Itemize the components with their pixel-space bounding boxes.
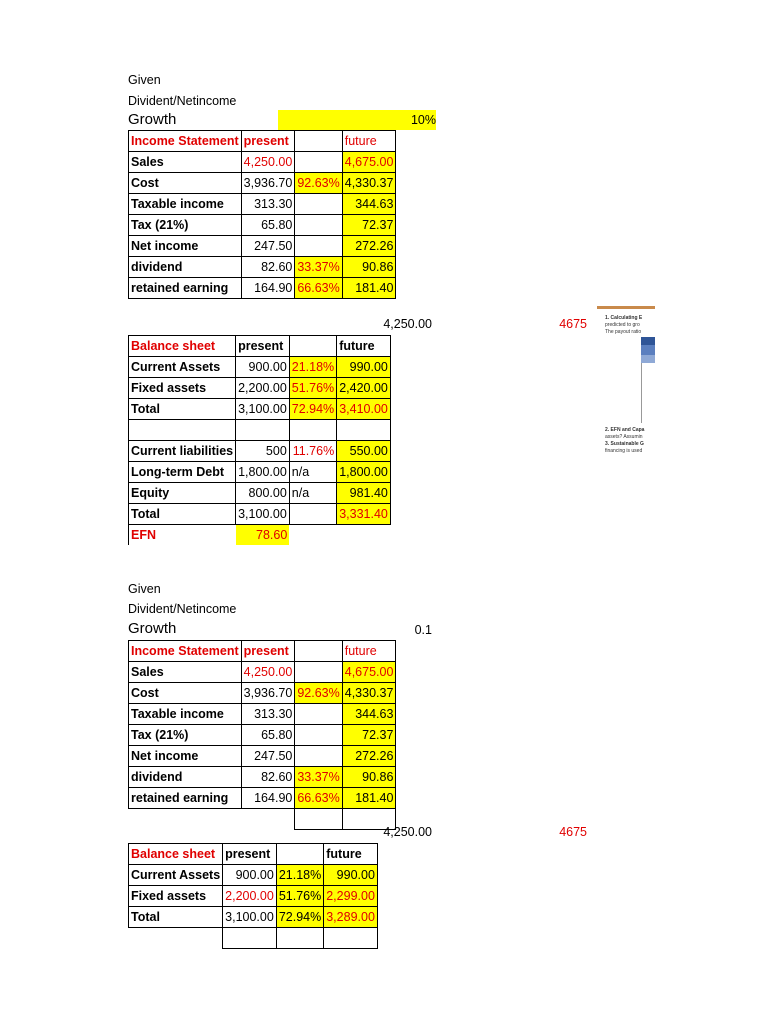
- thumb-line: financing is used: [605, 448, 643, 454]
- income-statement-table: [128, 130, 396, 299]
- future-cell[interactable]: 2,420.00: [337, 378, 391, 399]
- table-row: [129, 788, 396, 809]
- row-label: Net income: [129, 746, 242, 767]
- pct-cell[interactable]: [295, 194, 342, 215]
- row-label: Total: [129, 399, 236, 420]
- present-header: present: [241, 641, 295, 662]
- pct-cell[interactable]: 21.18%: [276, 865, 323, 886]
- future-cell[interactable]: 344.63: [342, 704, 396, 725]
- present-cell[interactable]: 82.60: [241, 257, 295, 278]
- future-cell[interactable]: 4,675.00: [342, 662, 396, 683]
- present-cell[interactable]: 164.90: [241, 788, 295, 809]
- row-label: Long-term Debt: [129, 462, 236, 483]
- future-cell[interactable]: 3,410.00: [337, 399, 391, 420]
- balance-sheet-title: Balance sheet: [129, 844, 223, 865]
- row-label: Fixed assets: [129, 378, 236, 399]
- future-cell[interactable]: 72.37: [342, 215, 396, 236]
- future-cell[interactable]: 72.37: [342, 725, 396, 746]
- present-cell[interactable]: 82.60: [241, 767, 295, 788]
- pct-cell[interactable]: 33.37%: [295, 257, 342, 278]
- sales-present-ref[interactable]: 4,250.00: [383, 317, 432, 331]
- table-row: [129, 886, 378, 907]
- pct-cell[interactable]: [295, 746, 342, 767]
- future-cell[interactable]: 4,675.00: [342, 152, 396, 173]
- thumb-line: 1. Calculating E: [605, 315, 643, 321]
- row-label: retained earning: [129, 788, 242, 809]
- pct-cell[interactable]: 21.18%: [289, 357, 336, 378]
- row-label: retained earning: [129, 278, 242, 299]
- row-label: Sales: [129, 662, 242, 683]
- table-header-row: [129, 336, 391, 357]
- table-row: [129, 215, 396, 236]
- sales-future-ref[interactable]: 4675: [559, 317, 587, 331]
- row-label: Current Assets: [129, 865, 223, 886]
- growth-label: Growth: [128, 620, 177, 637]
- pct-header: [276, 844, 323, 865]
- table-row: [129, 704, 396, 725]
- present-cell[interactable]: 3,100.00: [236, 504, 290, 525]
- row-label: dividend: [129, 257, 242, 278]
- row-label: Cost: [129, 173, 242, 194]
- present-cell[interactable]: 2,200.00: [223, 886, 277, 907]
- income-statement-table: [128, 640, 396, 830]
- table-row: [129, 504, 391, 525]
- row-label: Taxable income: [129, 704, 242, 725]
- present-cell[interactable]: 1,800.00: [236, 462, 290, 483]
- row-label: Tax (21%): [129, 215, 242, 236]
- table-row: [129, 378, 391, 399]
- present-cell[interactable]: 2,200.00: [236, 378, 290, 399]
- table-row: [129, 746, 396, 767]
- thumb-line: assets? Assumin: [605, 434, 643, 440]
- future-cell[interactable]: 90.86: [342, 767, 396, 788]
- balance-sheet-table: [128, 843, 378, 949]
- table-header-row: [129, 641, 396, 662]
- pct-cell[interactable]: 66.63%: [295, 788, 342, 809]
- row-label: Current liabilities: [129, 441, 236, 462]
- table-row: [129, 152, 396, 173]
- present-cell[interactable]: 800.00: [236, 483, 290, 504]
- future-header: future: [337, 336, 391, 357]
- present-cell[interactable]: 313.30: [241, 704, 295, 725]
- present-cell[interactable]: 3,936.70: [241, 173, 295, 194]
- future-cell[interactable]: 550.00: [337, 441, 391, 462]
- pct-cell[interactable]: 92.63%: [295, 173, 342, 194]
- table-row: [129, 441, 391, 462]
- future-cell[interactable]: 3,289.00: [324, 907, 378, 928]
- present-cell[interactable]: 65.80: [241, 725, 295, 746]
- growth-value[interactable]: 0.1: [414, 623, 432, 637]
- pct-header: [295, 131, 342, 152]
- pct-cell[interactable]: 72.94%: [276, 907, 323, 928]
- reference-thumbnail: [597, 306, 655, 463]
- thumb-bar: [641, 337, 655, 345]
- row-label: Equity: [129, 483, 236, 504]
- present-cell[interactable]: 900.00: [236, 357, 290, 378]
- future-cell[interactable]: 4,330.37: [342, 173, 396, 194]
- table-row: [129, 767, 396, 788]
- thumb-bar: [641, 355, 655, 363]
- future-cell[interactable]: 990.00: [337, 357, 391, 378]
- table-row: [129, 683, 396, 704]
- present-cell[interactable]: 3,936.70: [241, 683, 295, 704]
- income-statement-title: Income Statement: [129, 131, 242, 152]
- future-cell[interactable]: 4,330.37: [342, 683, 396, 704]
- table-row: [129, 662, 396, 683]
- efn-label: EFN: [129, 525, 236, 546]
- pct-cell[interactable]: [289, 504, 336, 525]
- pct-cell[interactable]: 51.76%: [289, 378, 336, 399]
- sales-present-ref[interactable]: 4,250.00: [383, 825, 432, 839]
- present-cell[interactable]: 164.90: [241, 278, 295, 299]
- table-row: [129, 462, 391, 483]
- thumb-line: 2. EFN and Capa: [605, 427, 645, 433]
- row-label: Total: [129, 907, 223, 928]
- given-label: Given: [128, 582, 161, 596]
- future-cell[interactable]: 981.40: [337, 483, 391, 504]
- row-label: Tax (21%): [129, 725, 242, 746]
- pct-header: [295, 641, 342, 662]
- future-cell[interactable]: 272.26: [342, 236, 396, 257]
- table-row: [129, 483, 391, 504]
- efn-value[interactable]: 78.60: [236, 525, 290, 546]
- sales-future-ref[interactable]: 4675: [559, 825, 587, 839]
- payout-label: Divident/Netincome: [128, 94, 237, 108]
- table-row: [129, 357, 391, 378]
- pct-cell[interactable]: 72.94%: [289, 399, 336, 420]
- row-label: Net income: [129, 236, 242, 257]
- future-cell[interactable]: 990.00: [324, 865, 378, 886]
- table-row: [129, 278, 396, 299]
- present-cell[interactable]: 65.80: [241, 215, 295, 236]
- income-statement-title: Income Statement: [129, 641, 242, 662]
- pct-cell[interactable]: 33.37%: [295, 767, 342, 788]
- pct-cell[interactable]: 11.76%: [289, 441, 336, 462]
- pct-cell[interactable]: [295, 236, 342, 257]
- pct-cell[interactable]: 92.63%: [295, 683, 342, 704]
- balance-sheet-table: [128, 335, 391, 545]
- table-row: [129, 194, 396, 215]
- future-cell[interactable]: 181.40: [342, 278, 396, 299]
- present-cell[interactable]: 313.30: [241, 194, 295, 215]
- present-header: present: [241, 131, 295, 152]
- pct-header: [289, 336, 336, 357]
- table-header-row: [129, 844, 378, 865]
- present-cell[interactable]: 3,100.00: [223, 907, 277, 928]
- spacer-row: [129, 928, 378, 949]
- pct-cell[interactable]: [295, 662, 342, 683]
- present-header: present: [236, 336, 290, 357]
- table-row: [129, 236, 396, 257]
- pct-cell[interactable]: 66.63%: [295, 278, 342, 299]
- table-row: [129, 173, 396, 194]
- table-row: [129, 907, 378, 928]
- present-cell[interactable]: 500: [236, 441, 290, 462]
- pct-cell[interactable]: [295, 152, 342, 173]
- future-cell[interactable]: 2,299.00: [324, 886, 378, 907]
- given-label: Given: [128, 73, 161, 87]
- row-label: dividend: [129, 767, 242, 788]
- thumb-line: 3. Sustainable G: [605, 441, 644, 447]
- row-label: Taxable income: [129, 194, 242, 215]
- future-cell[interactable]: 272.26: [342, 746, 396, 767]
- pct-cell[interactable]: n/a: [289, 462, 336, 483]
- table-row: [129, 865, 378, 886]
- present-cell[interactable]: 900.00: [223, 865, 277, 886]
- row-label: Current Assets: [129, 357, 236, 378]
- future-cell[interactable]: 344.63: [342, 194, 396, 215]
- growth-label: Growth: [128, 111, 177, 128]
- future-cell[interactable]: 181.40: [342, 788, 396, 809]
- table-row: [129, 257, 396, 278]
- future-cell[interactable]: 3,331.40: [337, 504, 391, 525]
- pct-cell[interactable]: 51.76%: [276, 886, 323, 907]
- future-header: future: [342, 131, 396, 152]
- efn-row: [129, 525, 391, 546]
- pct-cell[interactable]: [295, 704, 342, 725]
- pct-cell[interactable]: n/a: [289, 483, 336, 504]
- present-cell[interactable]: 3,100.00: [236, 399, 290, 420]
- row-label: Fixed assets: [129, 886, 223, 907]
- thumb-bar: [641, 345, 655, 355]
- row-label: Sales: [129, 152, 242, 173]
- row-label: Cost: [129, 683, 242, 704]
- future-cell[interactable]: 90.86: [342, 257, 396, 278]
- spacer-row: [129, 420, 391, 441]
- table-row: [129, 399, 391, 420]
- present-header: present: [223, 844, 277, 865]
- present-cell[interactable]: 247.50: [241, 236, 295, 257]
- future-cell[interactable]: 1,800.00: [337, 462, 391, 483]
- future-header: future: [342, 641, 396, 662]
- thumb-lines: [641, 363, 655, 423]
- thumb-line: The payout ratio: [605, 329, 642, 335]
- balance-sheet-title: Balance sheet: [129, 336, 236, 357]
- thumb-line: predicted to gro: [605, 322, 640, 328]
- present-cell[interactable]: 4,250.00: [241, 662, 295, 683]
- payout-label: Divident/Netincome: [128, 602, 237, 616]
- table-header-row: [129, 131, 396, 152]
- present-cell[interactable]: 247.50: [241, 746, 295, 767]
- pct-cell[interactable]: [295, 215, 342, 236]
- row-label: Total: [129, 504, 236, 525]
- growth-value[interactable]: 10%: [278, 110, 436, 130]
- future-header: future: [324, 844, 378, 865]
- present-cell[interactable]: 4,250.00: [241, 152, 295, 173]
- pct-cell[interactable]: [295, 725, 342, 746]
- table-row: [129, 725, 396, 746]
